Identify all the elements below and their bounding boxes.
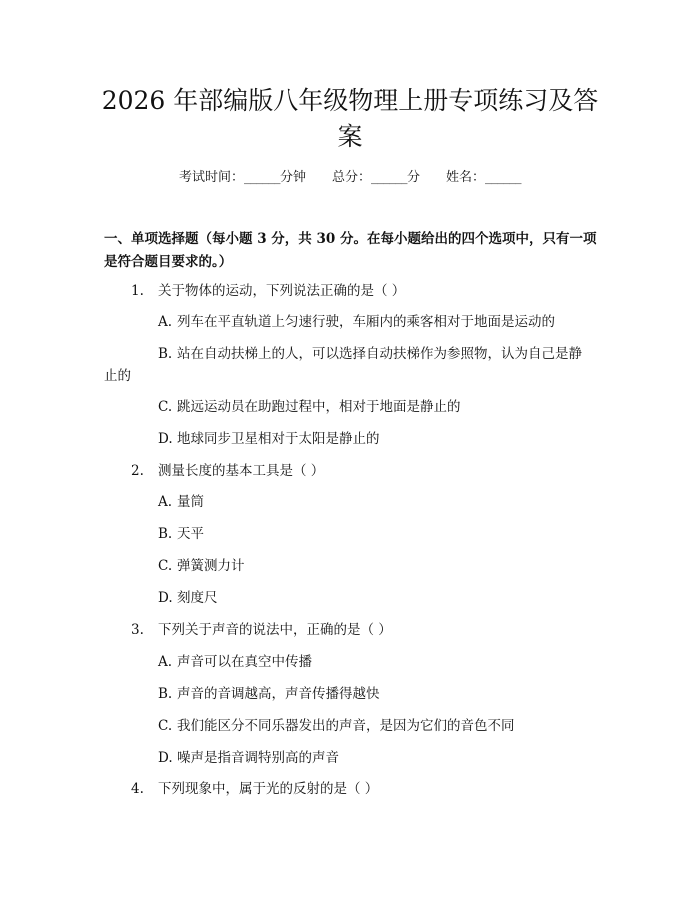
time-blank: ______: [243, 170, 280, 185]
q1-option-b: [158, 344, 582, 364]
score-blank: ______: [371, 170, 407, 185]
question-number: 4.: [131, 781, 144, 797]
q1-option-a: [158, 312, 555, 332]
option-text: 刻度尺: [177, 590, 218, 606]
q2-option-d: [158, 588, 218, 608]
document-title-line1: 2026 年部编版八年级物理上册专项练习及答: [101, 86, 599, 115]
name-label: 姓名：: [446, 170, 486, 185]
option-text: 声音可以在真空中传播: [177, 654, 312, 670]
option-label: A.: [158, 494, 173, 510]
q2-option-b: [158, 524, 204, 544]
score-label: 总分：: [331, 170, 371, 185]
q1-option-d: [158, 429, 380, 449]
time-label: 考试时间：: [178, 170, 244, 185]
question-text: 下列关于声音的说法中，正确的是（ ）: [158, 622, 392, 638]
option-text: 天平: [177, 526, 204, 542]
option-text: 我们能区分不同乐器发出的声音，是因为它们的音色不同: [177, 718, 515, 734]
option-label: D.: [158, 590, 173, 606]
option-label: C.: [158, 558, 173, 574]
option-text: 列车在平直轨道上匀速行驶，车厢内的乘客相对于地面是运动的: [177, 314, 555, 330]
question-number: 2.: [131, 463, 144, 479]
document-title-line2: 案: [337, 122, 363, 151]
q3-option-a: [158, 652, 312, 672]
option-label: D.: [158, 750, 173, 766]
option-text: 声音的音调越高，声音传播得越快: [177, 686, 380, 702]
option-label: A.: [158, 314, 173, 330]
exam-meta: [0, 168, 700, 188]
q2-option-a: [158, 492, 204, 512]
q3-option-b: [158, 684, 380, 704]
question-3: [131, 620, 392, 640]
q1-option-c: [158, 397, 461, 417]
section-heading-line1: 一、单项选择题（每小题 3 分，共 30 分。在每小题给出的四个选项中，只有一项: [104, 231, 597, 247]
score-unit: 分: [407, 170, 421, 185]
option-label: B.: [158, 526, 173, 542]
option-label: B.: [158, 346, 173, 362]
section-heading-line2: 是符合题目要求的。）: [104, 254, 233, 270]
option-label: D.: [158, 431, 173, 447]
question-2: [131, 461, 324, 481]
option-label: C.: [158, 718, 173, 734]
question-1: [131, 281, 405, 301]
question-text: 下列现象中，属于光的反射的是（ ）: [158, 781, 379, 797]
option-label: C.: [158, 399, 173, 415]
option-text: 站在自动扶梯上的人，可以选择自动扶梯作为参照物，认为自己是静: [177, 346, 582, 362]
option-text: 地球同步卫星相对于太阳是静止的: [177, 431, 380, 447]
name-blank: ______: [485, 170, 522, 185]
option-text: 量筒: [177, 494, 204, 510]
question-text: 关于物体的运动，下列说法正确的是（ ）: [158, 283, 406, 299]
q1-option-b-wrap: 止的: [104, 368, 131, 384]
question-number: 1.: [131, 283, 144, 299]
option-text: 弹簧测力计: [177, 558, 245, 574]
option-text: 跳远运动员在助跑过程中，相对于地面是静止的: [177, 399, 461, 415]
option-label: A.: [158, 654, 173, 670]
q3-option-c: [158, 716, 515, 736]
question-number: 3.: [131, 622, 144, 638]
q3-option-d: [158, 748, 339, 768]
option-text: 噪声是指音调特别高的声音: [177, 750, 339, 766]
question-text: 测量长度的基本工具是（ ）: [158, 463, 325, 479]
q2-option-c: [158, 556, 245, 576]
time-unit: 分钟: [279, 170, 306, 185]
option-label: B.: [158, 686, 173, 702]
question-4: [131, 779, 378, 799]
